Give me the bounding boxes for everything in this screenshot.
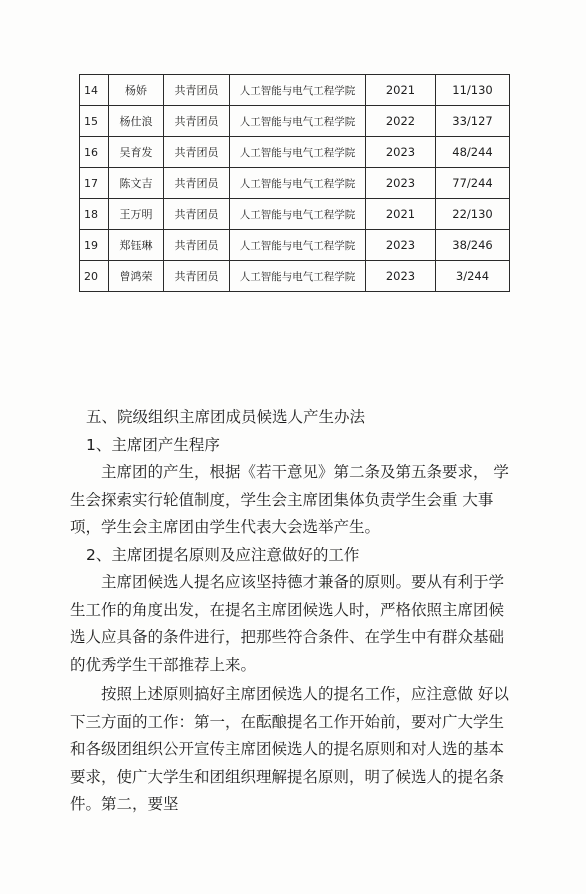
college-name-cell: 人工智能与电气工程学院 xyxy=(230,106,366,137)
class-rank-cell: 38/246 xyxy=(436,230,510,261)
member-name-cell: 郑钰琳 xyxy=(109,230,164,261)
candidate-table xyxy=(79,74,510,292)
class-rank-cell: 3/244 xyxy=(436,261,510,292)
college-name-cell: 人工智能与电气工程学院 xyxy=(230,137,366,168)
enrollment-year-cell: 2023 xyxy=(366,261,436,292)
member-name-cell: 杨娇 xyxy=(109,75,164,106)
row-index-cell: 14 xyxy=(80,75,109,106)
subsection-title-1: 1、主席团产生程序 xyxy=(86,435,220,454)
member-name-cell: 王万明 xyxy=(109,199,164,230)
candidate-table-body xyxy=(80,75,510,292)
enrollment-year-cell: 2023 xyxy=(366,230,436,261)
row-index-cell: 18 xyxy=(80,199,109,230)
enrollment-year-cell: 2021 xyxy=(366,75,436,106)
paragraph-1: 主席团的产生，根据《若干意见》第二条及第五条要求， 学生会探索实行轮值制度，学生会主席团集体负责学生会重 大事项，学生会主席团由学生代表大会选举产生。 xyxy=(70,463,509,536)
table-row xyxy=(80,261,510,292)
row-index-cell: 19 xyxy=(80,230,109,261)
enrollment-year-cell: 2021 xyxy=(366,199,436,230)
college-name-cell: 人工智能与电气工程学院 xyxy=(230,261,366,292)
row-index-cell: 16 xyxy=(80,137,109,168)
political-status-cell: 共青团员 xyxy=(164,106,230,137)
row-index-cell: 20 xyxy=(80,261,109,292)
section-title: 五、院级组织主席团成员候选人产生办法 xyxy=(86,408,366,426)
section-body xyxy=(70,404,516,819)
table-row xyxy=(80,230,510,261)
enrollment-year-cell: 2022 xyxy=(366,106,436,137)
table-row xyxy=(80,106,510,137)
class-rank-cell: 33/127 xyxy=(436,106,510,137)
enrollment-year-cell: 2023 xyxy=(366,137,436,168)
college-name-cell: 人工智能与电气工程学院 xyxy=(230,168,366,199)
subsection-title-2: 2、主席团提名原则及应注意做好的工作 xyxy=(86,545,360,564)
row-index-cell: 15 xyxy=(80,106,109,137)
table-row xyxy=(80,168,510,199)
table-row xyxy=(80,75,510,106)
class-rank-cell: 22/130 xyxy=(436,199,510,230)
table-row xyxy=(80,137,510,168)
class-rank-cell: 77/244 xyxy=(436,168,510,199)
member-name-cell: 吴育发 xyxy=(109,137,164,168)
class-rank-cell: 48/244 xyxy=(436,137,510,168)
college-name-cell: 人工智能与电气工程学院 xyxy=(230,199,366,230)
college-name-cell: 人工智能与电气工程学院 xyxy=(230,230,366,261)
table-row xyxy=(80,199,510,230)
paragraph-2: 主席团候选人提名应该坚持德才兼备的原则。要从有利于学生工作的角度出发，在提名主席团候选人时，严格依照主席团候选人应具备的条件进行，把那些符合条件、在学生中有群众基础的优秀学生干部推荐上来。 xyxy=(70,573,505,674)
political-status-cell: 共青团员 xyxy=(164,137,230,168)
member-name-cell: 曾鸿荣 xyxy=(109,261,164,292)
member-name-cell: 杨仕浪 xyxy=(109,106,164,137)
college-name-cell: 人工智能与电气工程学院 xyxy=(230,75,366,106)
member-name-cell: 陈文吉 xyxy=(109,168,164,199)
political-status-cell: 共青团员 xyxy=(164,168,230,199)
class-rank-cell: 11/130 xyxy=(436,75,510,106)
political-status-cell: 共青团员 xyxy=(164,199,230,230)
enrollment-year-cell: 2023 xyxy=(366,168,436,199)
row-index-cell: 17 xyxy=(80,168,109,199)
political-status-cell: 共青团员 xyxy=(164,230,230,261)
paragraph-3: 按照上述原则搞好主席团候选人的提名工作，应注意做 好以下三方面的工作：第一，在酝酿提名工作开始前，要对广大学生和各级团组织公开宣传主席团候选人的提名原则和对人选的基本要求，使广大学生和团组织理解提名原则，明了候选人的提名条件。第二，要坚 xyxy=(70,685,509,813)
political-status-cell: 共青团员 xyxy=(164,261,230,292)
political-status-cell: 共青团员 xyxy=(164,75,230,106)
